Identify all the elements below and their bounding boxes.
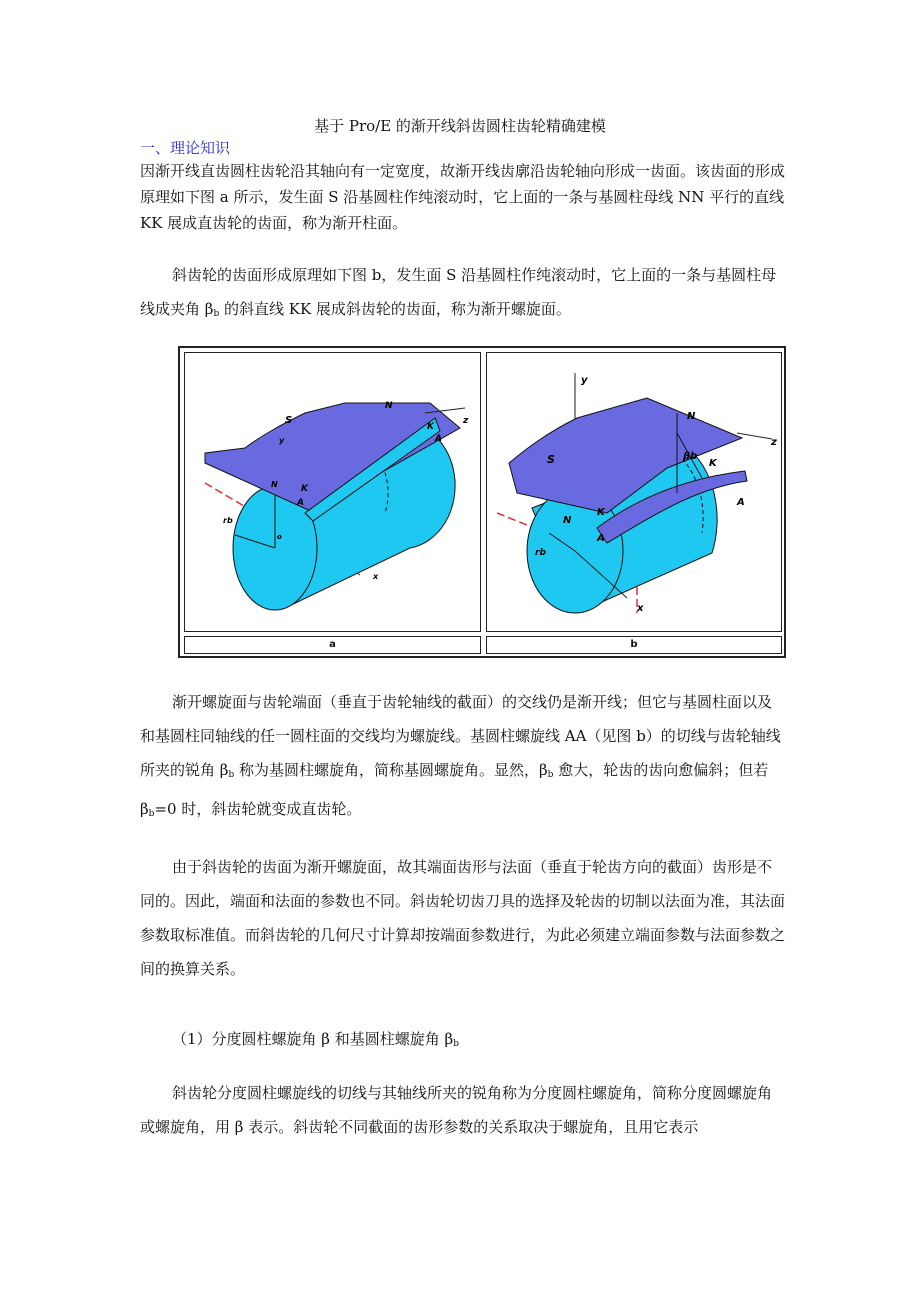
label-x-b: x — [637, 603, 644, 614]
paragraph-2: 斜齿轮的齿面形成原理如下图 b，发生面 S 沿基圆柱作纯滚动时，它上面的一条与基圆柱母线成夹角 $\beta_b$ 的斜直线 KK 展成斜齿轮的齿面，称为渐开螺旋面。 — [140, 266, 777, 319]
label-a-left-b: A — [597, 533, 605, 544]
label-z-a: z — [463, 416, 469, 426]
paragraph-1: 因渐开线直齿圆柱齿轮沿其轴向有一定宽度，故渐开线齿廓沿齿轮轴向形成一齿面。该齿面的形成原理如下图 a 所示，发生面 S 沿基圆柱作纯滚动时，它上面的一条与基圆柱母线 NN 平行的直线 KK 展成直齿轮的齿面，称为渐开柱面。 — [140, 162, 786, 232]
helical-involute-diagram — [487, 353, 781, 631]
paragraph-5: （1）分度圆柱螺旋角 β 和基圆柱螺旋角 $\beta_b$ — [172, 1030, 459, 1049]
label-n-top-b: N — [687, 411, 696, 422]
label-y-b: y — [581, 375, 588, 386]
spur-involute-diagram — [185, 353, 480, 631]
label-x-a: x — [373, 572, 379, 581]
paragraph-4: 由于斜齿轮的齿面为渐开螺旋面，故其端面齿形与法面（垂直于轮齿方向的截面）齿形是不同的。因此，端面和法面的参数也不同。斜齿轮切齿刀具的选择及轮齿的切制以法面为准，其法面参数取标准值。而斜齿轮的几何尺寸计算却按端面参数进行，为此必须建立端面参数与法面参数之间的换算关系。 — [140, 858, 786, 978]
label-k-left-a: K — [301, 484, 308, 494]
label-a-right-a: A — [435, 434, 442, 444]
label-y-a: y — [279, 436, 285, 445]
label-z-b: z — [771, 437, 777, 448]
figure-caption-a: a — [184, 636, 481, 654]
paragraph-3: 渐开螺旋面与齿轮端面（垂直于齿轮轴线的截面）的交线仍是渐开线；但它与基圆柱面以及和基圆柱同轴线的任一圆柱面的交线均为螺旋线。基圆柱螺旋线 AA（见图 b）的切线与齿轮轴线所夹的锐角 $\beta_b$ 称为基圆柱螺旋角，简称基圆螺旋角。显然，$\beta_b$ 愈大，轮齿的齿向愈偏斜；但若 $\beta_b=0$ 时，斜齿轮就变成直齿轮。 — [140, 693, 781, 819]
document-title: 基于 Pro/E 的渐开线斜齿圆柱齿轮精确建模 — [314, 117, 606, 135]
section-heading: 一、理论知识 — [140, 139, 231, 157]
label-rb-b: rb — [535, 548, 546, 558]
label-k-right-b: K — [709, 458, 717, 469]
figure-caption-b: b — [486, 636, 782, 654]
label-k-left-b: K — [597, 507, 605, 518]
paragraph-6: 斜齿轮分度圆柱螺旋线的切线与其轴线所夹的锐角称为分度圆柱螺旋角，简称分度圆螺旋角或螺旋角，用 β 表示。斜齿轮不同截面的齿形参数的关系取决于螺旋角，且用它表示 — [140, 1084, 773, 1136]
label-beta-b: βb — [683, 451, 698, 462]
label-rb-a: rb — [223, 516, 233, 525]
label-o-a: o — [277, 533, 282, 541]
label-s-a: S — [285, 415, 293, 426]
figure-helical-gear — [178, 346, 786, 658]
figure-panel-a — [184, 352, 481, 632]
label-n-top-a: N — [385, 401, 393, 411]
figure-panel-b — [486, 352, 782, 632]
label-a-right-b: A — [737, 497, 745, 508]
label-n-left-a: N — [271, 480, 278, 489]
label-a-left-a: A — [297, 498, 304, 508]
label-k-right-a: K — [427, 422, 434, 432]
label-n-left-b: N — [563, 515, 572, 526]
label-s-b: S — [547, 453, 555, 466]
